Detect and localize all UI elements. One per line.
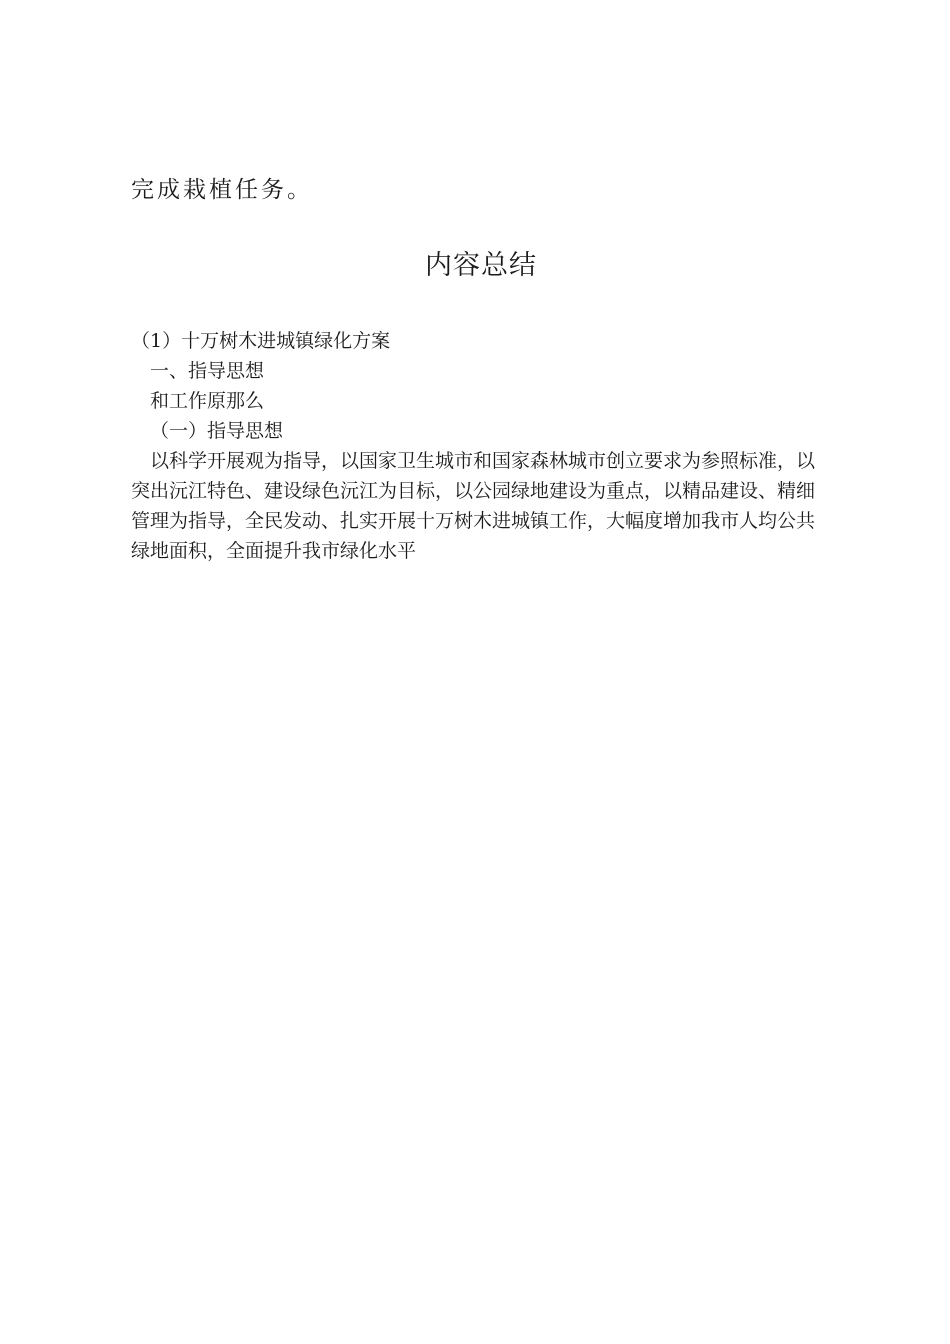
outline-item-guiding-ideology: 一、指导思想 bbox=[150, 360, 265, 382]
outline-subitem-guiding-ideology: （一）指导思想 bbox=[150, 420, 284, 442]
outline-paragraph: 以科学开展观为指导，以国家卫生城市和国家森林城市创立要求为参照标准，以突出沅江特色、建设绿色沅江为目标，以公园绿地建设为重点，以精品建设、精细管理为指导，全民发动、扎实开展十万树木进城镇工作，大幅度增加我市人均公共绿地面积，全面提升我市绿化水平 bbox=[131, 450, 816, 562]
summary-title: 内容总结 bbox=[425, 250, 537, 281]
summary-outline bbox=[131, 326, 821, 566]
outline-item-work-principles: 和工作原那么 bbox=[150, 390, 265, 412]
continuation-text: 完成栽植任务。 bbox=[131, 177, 313, 203]
outline-item-plan-title: （1）十万树木进城镇绿化方案 bbox=[131, 330, 391, 352]
